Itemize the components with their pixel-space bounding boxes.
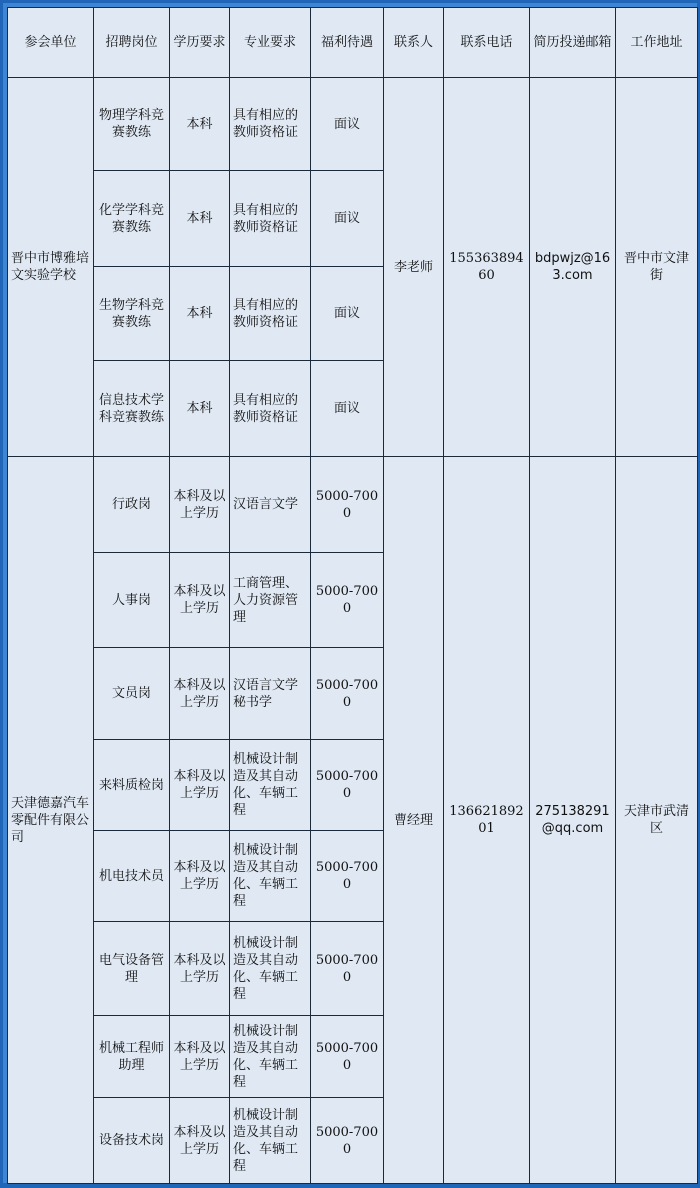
contact-person: 李老师 bbox=[384, 78, 444, 457]
job-major: 具有相应的教师资格证 bbox=[230, 361, 311, 457]
header-salary: 福利待遇 bbox=[311, 8, 384, 78]
job-education: 本科及以上学历 bbox=[170, 553, 230, 648]
company-name: 天津德嘉汽车零配件有限公司 bbox=[8, 457, 94, 1184]
job-position: 化学学科竞赛教练 bbox=[94, 171, 170, 267]
job-education: 本科及以上学历 bbox=[170, 831, 230, 922]
job-position: 电气设备管理 bbox=[94, 922, 170, 1016]
job-major: 汉语言文学 bbox=[230, 457, 311, 553]
header-contact: 联系人 bbox=[384, 8, 444, 78]
job-position: 设备技术岗 bbox=[94, 1098, 170, 1184]
header-major: 专业要求 bbox=[230, 8, 311, 78]
header-address: 工作地址 bbox=[616, 8, 698, 78]
contact-email: 275138291@qq.com bbox=[530, 457, 616, 1184]
job-position: 生物学科竞赛教练 bbox=[94, 267, 170, 361]
company-name: 晋中市博雅培文实验学校 bbox=[8, 78, 94, 457]
work-address: 天津市武清区 bbox=[616, 457, 698, 1184]
job-major: 具有相应的教师资格证 bbox=[230, 171, 311, 267]
job-salary: 面议 bbox=[311, 78, 384, 171]
job-salary: 5000-7000 bbox=[311, 1016, 384, 1098]
contact-email: bdpwjz@163.com bbox=[530, 78, 616, 457]
job-salary: 5000-7000 bbox=[311, 831, 384, 922]
job-major: 具有相应的教师资格证 bbox=[230, 267, 311, 361]
job-position: 文员岗 bbox=[94, 648, 170, 740]
header-position: 招聘岗位 bbox=[94, 8, 170, 78]
job-salary: 5000-7000 bbox=[311, 1098, 384, 1184]
header-company: 参会单位 bbox=[8, 8, 94, 78]
job-major: 机械设计制造及其自动化、车辆工程 bbox=[230, 1016, 311, 1098]
job-major: 具有相应的教师资格证 bbox=[230, 78, 311, 171]
job-education: 本科及以上学历 bbox=[170, 1098, 230, 1184]
contact-person: 曹经理 bbox=[384, 457, 444, 1184]
job-major: 工商管理、人力资源管理 bbox=[230, 553, 311, 648]
job-position: 来料质检岗 bbox=[94, 740, 170, 831]
job-education: 本科及以上学历 bbox=[170, 457, 230, 553]
job-education: 本科 bbox=[170, 171, 230, 267]
job-position: 信息技术学科竞赛教练 bbox=[94, 361, 170, 457]
job-education: 本科 bbox=[170, 267, 230, 361]
job-salary: 面议 bbox=[311, 361, 384, 457]
job-salary: 面议 bbox=[311, 267, 384, 361]
job-education: 本科及以上学历 bbox=[170, 1016, 230, 1098]
job-education: 本科及以上学历 bbox=[170, 740, 230, 831]
job-salary: 5000-7000 bbox=[311, 648, 384, 740]
work-address: 晋中市文津街 bbox=[616, 78, 698, 457]
job-education: 本科及以上学历 bbox=[170, 648, 230, 740]
job-position: 行政岗 bbox=[94, 457, 170, 553]
job-major: 机械设计制造及其自动化、车辆工程 bbox=[230, 831, 311, 922]
job-major: 机械设计制造及其自动化、车辆工程 bbox=[230, 740, 311, 831]
job-education: 本科及以上学历 bbox=[170, 922, 230, 1016]
table-row bbox=[8, 78, 698, 171]
job-salary: 面议 bbox=[311, 171, 384, 267]
job-major: 机械设计制造及其自动化、车辆工程 bbox=[230, 922, 311, 1016]
job-salary: 5000-7000 bbox=[311, 922, 384, 1016]
job-salary: 5000-7000 bbox=[311, 740, 384, 831]
job-salary: 5000-7000 bbox=[311, 457, 384, 553]
header-phone: 联系电话 bbox=[444, 8, 530, 78]
header-email: 简历投递邮箱 bbox=[530, 8, 616, 78]
job-position: 物理学科竞赛教练 bbox=[94, 78, 170, 171]
job-position: 人事岗 bbox=[94, 553, 170, 648]
job-salary: 5000-7000 bbox=[311, 553, 384, 648]
job-education: 本科 bbox=[170, 78, 230, 171]
page-frame bbox=[3, 3, 697, 1183]
header-row bbox=[8, 8, 698, 78]
job-position: 机电技术员 bbox=[94, 831, 170, 922]
job-position: 机械工程师助理 bbox=[94, 1016, 170, 1098]
header-education: 学历要求 bbox=[170, 8, 230, 78]
job-major: 机械设计制造及其自动化、车辆工程 bbox=[230, 1098, 311, 1184]
job-education: 本科 bbox=[170, 361, 230, 457]
table-row bbox=[8, 457, 698, 553]
recruitment-table bbox=[7, 7, 698, 1184]
contact-phone: 15536389460 bbox=[444, 78, 530, 457]
job-major: 汉语言文学秘书学 bbox=[230, 648, 311, 740]
contact-phone: 13662189201 bbox=[444, 457, 530, 1184]
